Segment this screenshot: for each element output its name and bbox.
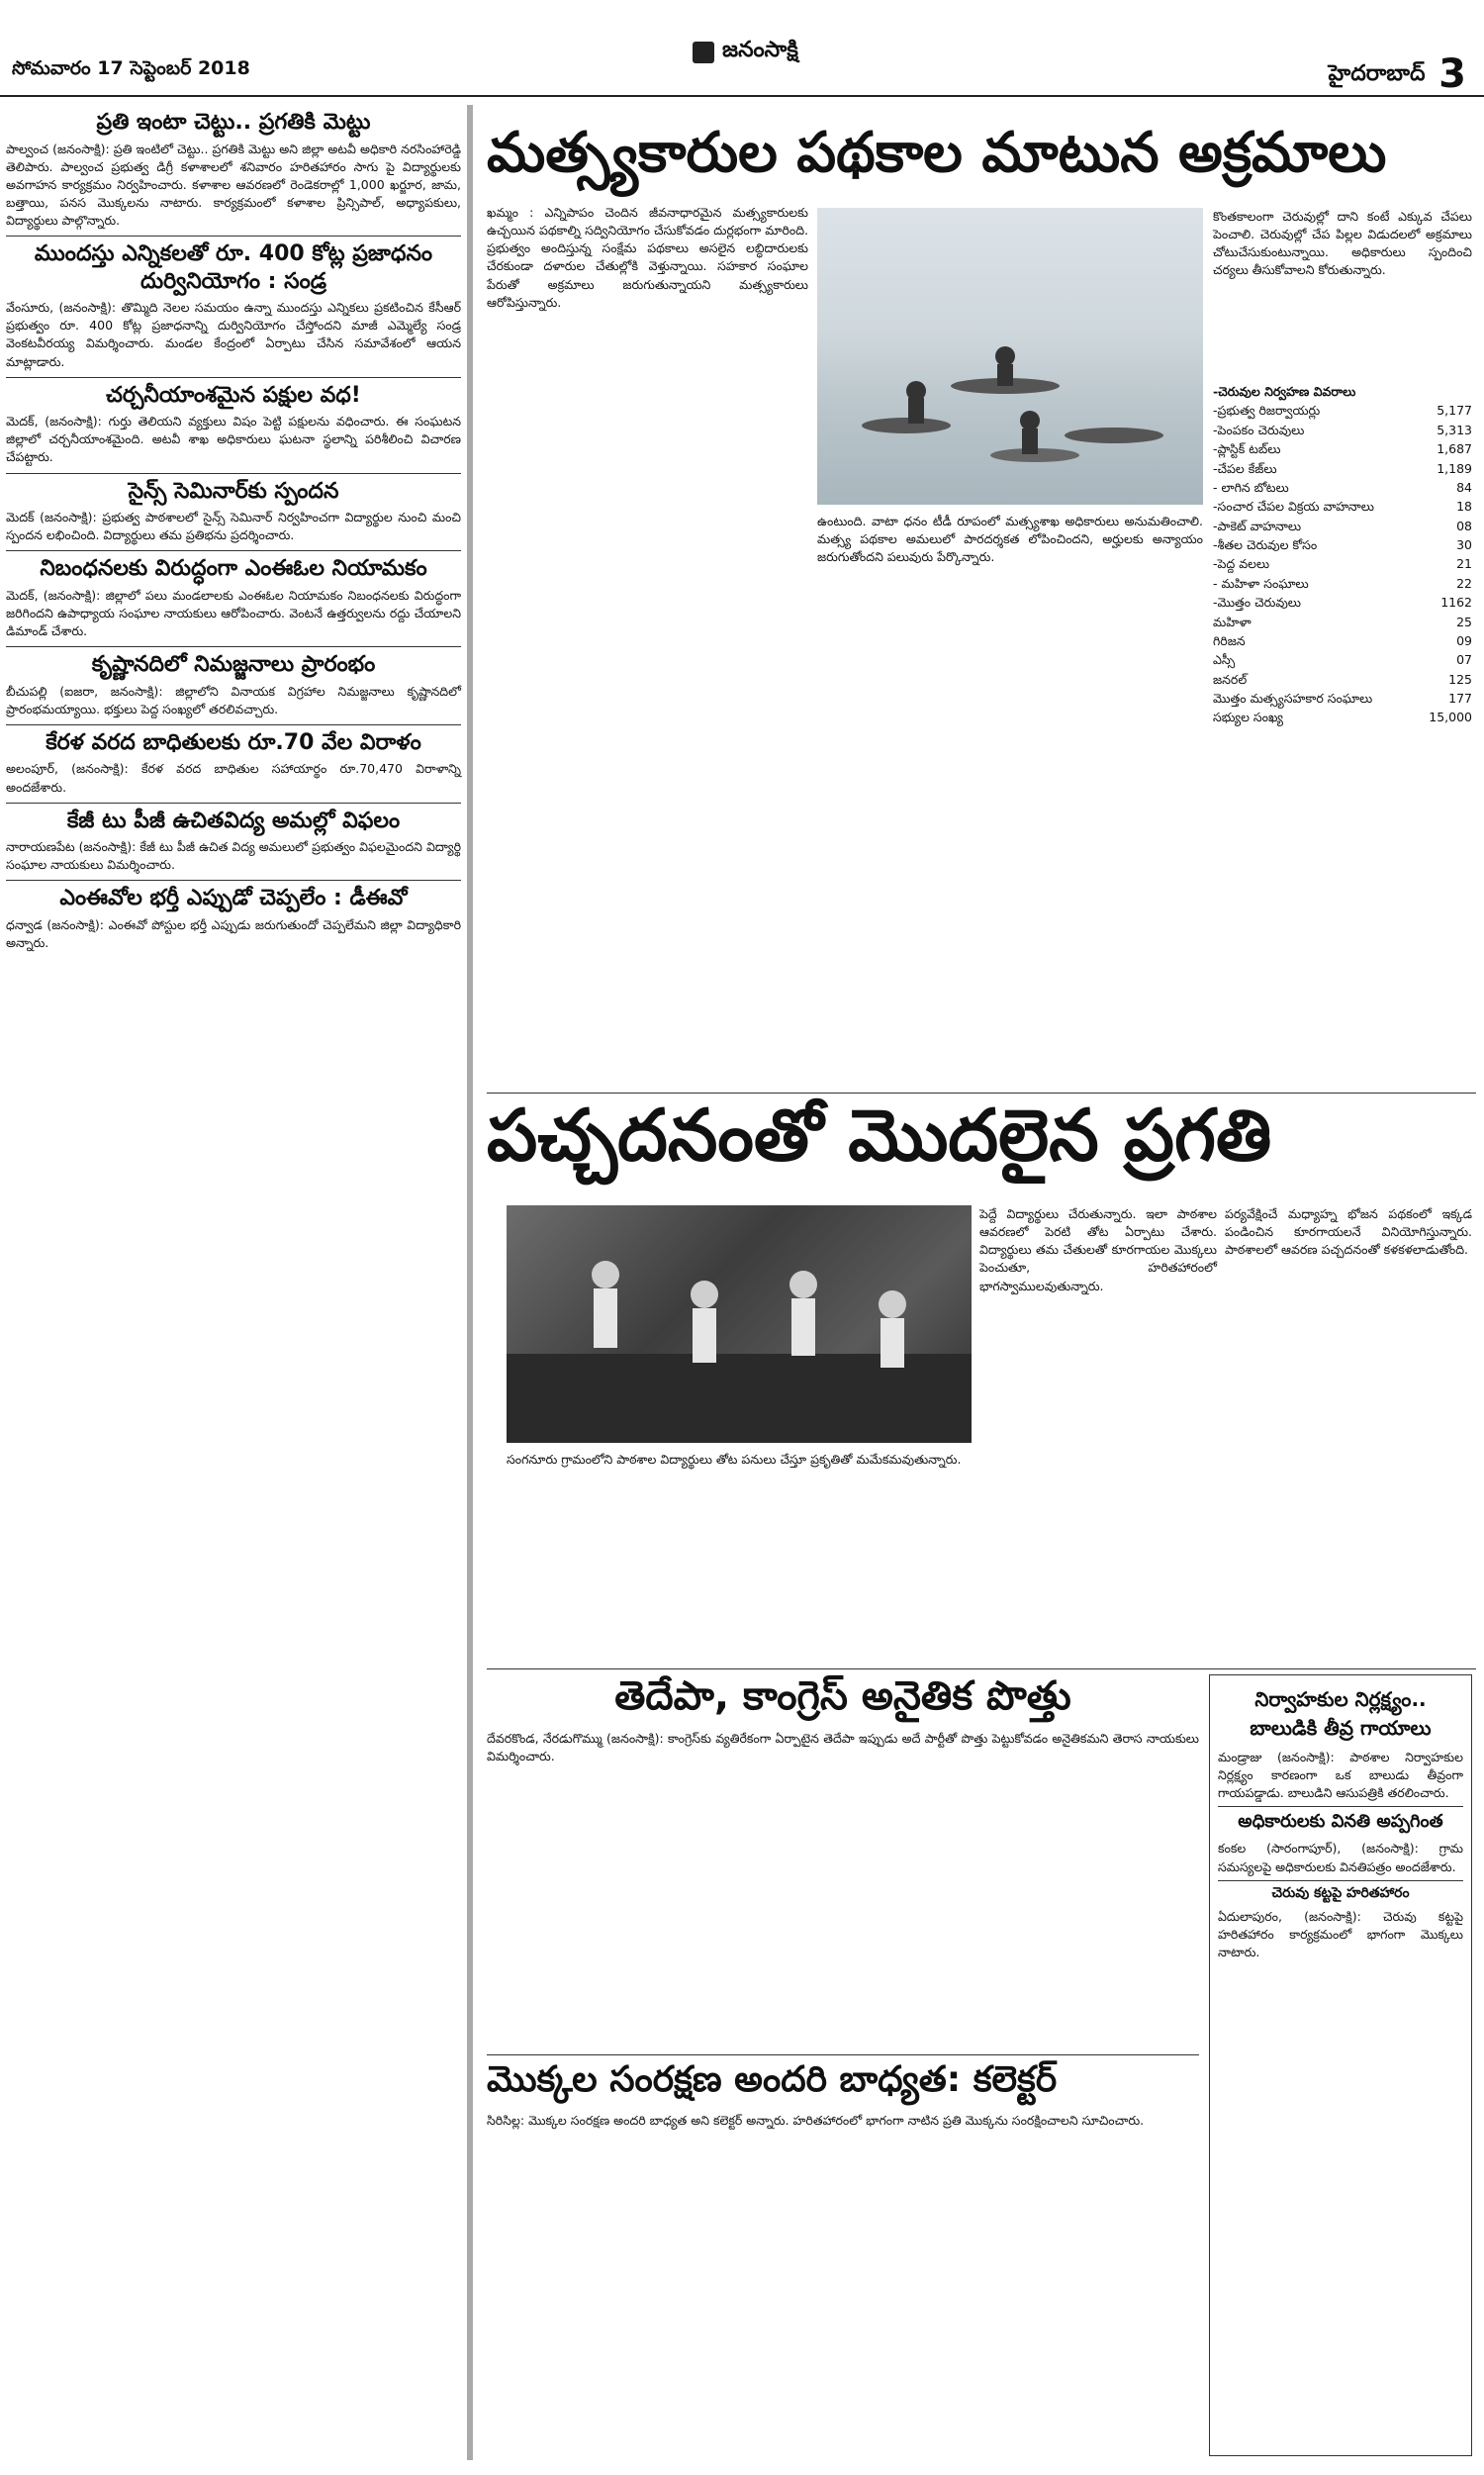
main-article-headline: మత్స్యకారుల పథకాల మాటున అక్రమాలు: [487, 121, 1387, 185]
page-location: [1328, 51, 1466, 97]
stat-value: 09: [1456, 632, 1472, 648]
stat-value: 15,000: [1429, 710, 1472, 725]
photo-caption: సంగనూరు గ్రామంలోని పాఠశాల విద్యార్థులు తోట పనులు చేస్తూ ప్రకృతితో మమేకమవుతున్నారు.: [507, 1452, 962, 1467]
stat-label: -పాకెట్ వాహనాలు: [1213, 518, 1302, 533]
article-body: నారాయణపేట (జనంసాక్షి): కేజీ టు పీజీ ఉచిత విద్య అమలులో ప్రభుత్వం విఫలమైందని విద్యార్థి సంఘాల నాయకులు విమర్శించారు.: [6, 839, 461, 873]
article-headline: ప్రతి ఇంటా చెట్టు.. ప్రగతికి మెట్టు: [96, 110, 371, 135]
article-headline: కృష్ణానదిలో నిమజ్జనాలు ప్రారంభం: [91, 652, 376, 678]
stats-title: -చెరువుల నిర్వహణ వివరాలు: [1213, 384, 1356, 399]
stat-row: [1213, 631, 1472, 650]
fourth-article-headline: మొక్కల సంరక్షణ అందరి బాధ్యత: కలెక్టర్: [487, 2059, 1058, 2100]
stat-value: 125: [1448, 671, 1472, 687]
article-body: మెదక్, (జనంసాక్షి): గుర్తు తెలియని వ్యక్తులు విషం పెట్టి పక్షులను వధించారు. ఈ సంఘటన జిల్లాలో చర్చనీయాంశమైంది. అటవీ శాఖ అధికారులు ఘటనా స్థలాన్ని పరిశీలించి విచారణ చేపట్టారు.: [6, 414, 461, 465]
masthead: [693, 38, 798, 67]
stats-list: [1213, 401, 1472, 726]
article-headline: ముందస్తు ఎన్నికలతో రూ. 400 కోట్ల ప్రజాధనం దుర్వినియోగం : సండ్ర: [34, 241, 433, 294]
stat-row: [1213, 670, 1472, 689]
article-headline: కేజీ టు పీజీ ఉచితవిద్య అమల్లో విఫలం: [66, 808, 401, 833]
city-name: హైదరాబాద్: [1328, 61, 1426, 86]
stat-row: [1213, 554, 1472, 573]
article-headline: చర్చనీయాంశమైన పక్షుల వధ!: [106, 382, 361, 408]
stat-row: [1213, 574, 1472, 593]
third-article-body: దేవరకొండ, నేరడుగొమ్ము (జనంసాక్షి): కాంగ్రెస్‌కు వ్యతిరేకంగా ఏర్పాటైన తెదేపా ఇప్పుడు అదే పార్టీతో పొత్తు పెట్టుకోవడం అనైతికమని తెరాస నాయకులు విమర్శించారు.: [487, 1731, 1199, 1764]
main-article-col-2: ఉంటుంది. వాటా ధనం టీడీ రూపంలో మత్స్యశాఖ అధికారులు అనుమతించాలి. మత్స్య పథకాల అమలులో పారదర్శకత లోపించిందని, అర్హులకు అన్యాయం జరుగుతోందని పలువురు పేర్కొన్నారు.: [817, 514, 1203, 565]
fishermen-boats-photo: [817, 208, 1203, 505]
stat-value: 08: [1456, 518, 1472, 533]
stat-value: 1162: [1440, 595, 1472, 611]
fishery-stats: [1213, 382, 1472, 727]
stat-row: [1213, 535, 1472, 554]
sidebar-article: [6, 729, 461, 797]
divider: [1218, 1880, 1463, 1881]
sidebar-article: [6, 651, 461, 718]
article-headline: ఎంఈవోల భర్తీ ఎప్పుడో చెప్పలేం : డీఈవో: [59, 886, 408, 911]
stat-value: 5,177: [1437, 403, 1472, 419]
stat-row: [1213, 459, 1472, 478]
article-body: మెదక్ (జనంసాక్షి): ప్రభుత్వ పాఠశాలలో సైన్స్ సెమినార్ నిర్వహించగా విద్యార్థుల నుంచి మంచి స్పందన లభించింది. విద్యార్థులు తమ ప్రతిభను ప్రదర్శించారు.: [6, 510, 461, 543]
students-illustration-icon: [507, 1205, 972, 1443]
sidebar-article: [6, 109, 461, 230]
stat-row: [1213, 689, 1472, 708]
article-headline: సైన్స్ సెమినార్‌కు స్పందన: [128, 478, 339, 504]
second-article-col-1: పెద్దే విద్యార్థులు చేరుతున్నారు. ఇలా పాఠశాల ఆవరణలో పెరటి తోట ఏర్పాటు చేశారు. విద్యార్థులు తమ చేతులతో కూరగాయల మొక్కలు పెంచుతూ, హరితహారంలో భాగస్వాములవుతున్నారు.: [979, 1206, 1217, 1293]
stat-value: 84: [1456, 479, 1472, 495]
paper-name: జనంసాక్షి: [722, 38, 798, 62]
stat-row: [1213, 401, 1472, 420]
boxed-tail-body: ఏదులాపురం, (జనంసాక్షి): చెరువు కట్టపై హరితహారం కార్యక్రమంలో భాగంగా మొక్కలు నాటారు.: [1218, 1908, 1463, 1959]
page-number: 3: [1438, 51, 1466, 97]
sidebar-article: [6, 885, 461, 952]
stat-label: -పెంపకం చెరువులు: [1213, 422, 1305, 437]
third-article-headline: తెదేపా, కాంగ్రెస్ అనైతిక పొత్తు: [614, 1673, 1071, 1719]
boxed-tail-title: చెరువు కట్టపై హరితహారం: [1271, 1884, 1410, 1901]
fourth-article-body: సిరిసిల్ల: మొక్కల సంరక్షణ అందరి బాధ్యత అని కలెక్టర్ అన్నారు. హరితహారంలో భాగంగా నాటిన ప్రతి మొక్కను సంరక్షించాలని సూచించారు.: [487, 2112, 1145, 2128]
article-body: అలంపూర్, (జనంసాక్షి): కేరళ వరద బాధితుల సహాయార్థం రూ.70,470 విరాళాన్ని అందజేశారు.: [6, 761, 461, 795]
stat-label: -శీతల చెరువుల కోసం: [1213, 537, 1318, 552]
divider: [6, 646, 461, 647]
students-garden-photo: [507, 1205, 972, 1443]
stat-label: -చేపల కేజ్‌లు: [1213, 460, 1277, 476]
stat-row: [1213, 439, 1472, 458]
left-sidebar-column: [0, 105, 473, 2460]
stat-value: 1,189: [1437, 460, 1472, 476]
stat-label: -మొత్తం చెరువులు: [1213, 595, 1301, 611]
article-body: పాల్వంచ (జనంసాక్షి): ప్రతి ఇంటిలో చెట్టు.. ప్రగతికి మెట్టు అని జిల్లా అటవీ అధికారి నరసింహారెడ్డి తెలిపారు. పాల్వంచ ప్రభుత్వ డిగ్రీ కళాశాలలో శనివారం హరితహారం సాగు పై విద్యార్థులకు అవగాహన కార్యక్రమం నిర్వహించారు. కళాశాల ఆవరణలో రెండెకరాల్లో 1,000 ఖర్జూర, జామ, బత్తాయి, పనస మొక్కలను నాటారు. కార్యక్రమంలో కళాశాల ప్రిన్సిపాల్, అధ్యాపకులు, విద్యార్థులు పాల్గొన్నారు.: [6, 141, 461, 228]
stat-label: -పెద్ద వలలు: [1213, 556, 1270, 572]
stat-row: [1213, 593, 1472, 612]
divider: [6, 377, 461, 378]
stat-label: -ప్రభుత్వ రిజర్వాయర్లు: [1213, 403, 1321, 419]
sidebar-article: [6, 555, 461, 640]
stat-value: 07: [1456, 652, 1472, 668]
stat-label: మహిళా: [1213, 614, 1252, 629]
newspaper-logo-icon: [693, 42, 714, 63]
main-content: [481, 105, 1478, 2470]
stat-row: [1213, 650, 1472, 669]
sidebar-article: [6, 478, 461, 545]
stat-value: 21: [1456, 556, 1472, 572]
stat-label: సభ్యుల సంఖ్య: [1213, 710, 1284, 725]
stat-label: -సంచార చేపల విక్రయ వాహనాలు: [1213, 499, 1374, 515]
article-body: బీచుపల్లి (ఐజరా, జనంసాక్షి): జిల్లాలోని వినాయక విగ్రహాల నిమజ్జనాలు కృష్ణానదిలో ప్రారంభమయ్యాయి. భక్తులు పెద్ద సంఖ్యలో తరలివచ్చారు.: [6, 683, 461, 716]
stat-value: 18: [1456, 499, 1472, 515]
boxed-article-body: మండ్రాజు (జనంసాక్షి): పాఠశాల నిర్వాహకుల నిర్లక్ష్యం కారణంగా ఒక బాలుడు తీవ్రంగా గాయపడ్డాడు. బాలుడిని ఆసుపత్రికి తరలించారు.: [1218, 1750, 1463, 1801]
article-body: ధన్వాడ (జనంసాక్షి): ఎంఈవో పోస్టుల భర్తీ ఎప్పుడు జరుగుతుందో చెప్పలేమని జిల్లా విద్యాధికారి అన్నారు.: [6, 916, 461, 950]
boxed-article-headline: నిర్వాహకుల నిర్లక్ష్యం.. బాలుడికి తీవ్ర గాయాలు: [1250, 1687, 1432, 1740]
stat-row: [1213, 478, 1472, 497]
stat-value: 5,313: [1437, 422, 1472, 437]
divider: [6, 803, 461, 804]
sidebar-article: [6, 382, 461, 467]
stat-value: 30: [1456, 537, 1472, 552]
stat-value: 22: [1456, 575, 1472, 591]
stat-label: గిరిజన: [1213, 632, 1246, 648]
page-header: [0, 0, 1484, 97]
boxed-sub-body: కంకల (సారంగాపూర్), (జనంసాక్షి): గ్రామ సమస్యలపై అధికారులకు వినతిపత్రం అందజేశారు.: [1218, 1841, 1463, 1874]
main-article-col-3: కొంతకాలంగా చెరువుల్లో దాని కంటే ఎక్కువ చేపలు పెంచాలి. చెరువుల్లో చేప పిల్లల విడుదలలో అక్రమాలు చోటుచేసుకుంటున్నాయి. అధికారులు స్పందించి చర్యలు తీసుకోవాలని కోరుతున్నారు.: [1213, 209, 1472, 278]
boxed-article: [1209, 1674, 1472, 2456]
stat-label: ఎస్సీ: [1213, 652, 1236, 668]
stat-value: 1,687: [1437, 441, 1472, 457]
article-body: మెదక్, (జనంసాక్షి): జిల్లాలో పలు మండలాలకు ఎంఈఓల నియామకం నిబంధనలకు విరుద్ధంగా జరిగిందని ఉపాధ్యాయ సంఘాల నాయకులు ఆరోపించారు. వెంటనే ఉత్తర్వులను రద్దు చేయాలని డిమాండ్ చేశారు.: [6, 587, 461, 638]
divider: [1218, 1806, 1463, 1807]
fourth-article: [487, 2060, 1199, 2130]
divider: [6, 724, 461, 725]
sidebar-article: [6, 808, 461, 875]
main-article-col-1: ఖమ్మం : ఎన్నిపాపం చెందిన జీవనాధారమైన మత్స్యకారులకు ఉచ్చయిన పథకాల్ని సద్వినియోగం చేసుకోవడం దుర్లభంగా మారింది. ప్రభుత్వం అందిస్తున్న సంక్షేమ పథకాలు అసలైన లబ్ధిదారులకు చేరకుండా దళారుల చేతుల్లోకి వెళ్తున్నాయి. సహకార సంఘాల పేరుతో అక్రమాలు జరుగుతున్నాయని మత్స్యకారులు ఆరోపిస్తున్నారు.: [487, 205, 808, 310]
stat-label: - మహిళా సంఘాలు: [1213, 575, 1309, 591]
stat-label: మొత్తం మత్స్యసహకార సంఘాలు: [1213, 691, 1373, 706]
article-headline: నిబంధనలకు విరుద్ధంగా ఎంఈఓల నియామకం: [40, 556, 427, 582]
main-article-headline-wrap: [487, 123, 1476, 184]
stat-label: -ప్లాస్టిక్ టబ్‌లు: [1213, 441, 1281, 457]
divider: [6, 473, 461, 474]
stat-row: [1213, 421, 1472, 439]
divider: [6, 550, 461, 551]
second-article-col-2: పర్యవేక్షించే మధ్యాహ్న భోజన పథకంలో ఇక్కడ పండించిన కూరగాయలనే వినియోగిస్తున్నారు. పాఠశాలలో ఆవరణ పచ్చదనంతో కళకళలాడుతోంది.: [1225, 1206, 1472, 1258]
divider: [487, 1668, 1476, 1669]
stat-row: [1213, 708, 1472, 726]
second-article-headline-wrap: [487, 1096, 1476, 1175]
article-headline: కేరళ వరద బాధితులకు రూ.70 వేల విరాళం: [46, 729, 421, 755]
stat-label: - లాగిన బోటలు: [1213, 479, 1289, 495]
stat-row: [1213, 497, 1472, 516]
article-body: వేంసూరు, (జనంసాక్షి): తొమ్మిది నెలల సమయం ఉన్నా ముందస్తు ఎన్నికలు ప్రకటించిన కేసీఆర్ ప్రభుత్వం రూ. 400 కోట్ల ప్రజాధనాన్ని దుర్వినియోగం చేస్తోందని మాజీ ఎమ్మెల్యే సండ్ర వెంకటవీరయ్య విమర్శించారు. మండల కేంద్రంలో ఏర్పాటు చేసిన సమావేశంలో ఆయన మాట్లాడారు.: [6, 300, 461, 369]
second-article-headline: పచ్చదనంతో మొదలైన ప్రగతి: [487, 1094, 1272, 1177]
divider: [6, 880, 461, 881]
boat-illustration-icon: [817, 208, 1203, 505]
divider: [487, 2054, 1199, 2055]
third-article: [487, 1674, 1199, 1765]
stat-value: 177: [1448, 691, 1472, 706]
stat-label: జనరల్: [1213, 671, 1248, 687]
issue-date: సోమవారం 17 సెప్టెంబర్ 2018: [12, 57, 250, 79]
boxed-sub-headline: అధికారులకు వినతి అప్పగింత: [1238, 1811, 1443, 1833]
divider: [6, 236, 461, 237]
stat-value: 25: [1456, 614, 1472, 629]
sidebar-article: [6, 240, 461, 371]
stat-row: [1213, 517, 1472, 535]
stat-row: [1213, 613, 1472, 631]
